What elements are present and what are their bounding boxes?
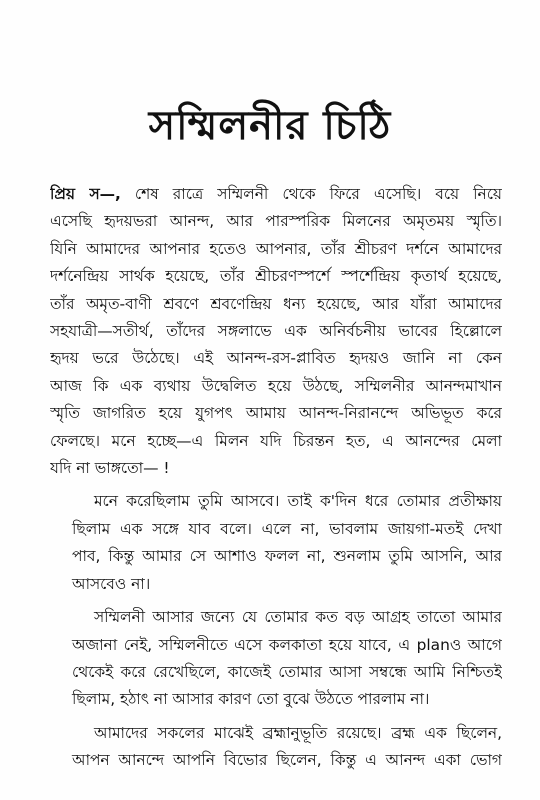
text-line: অজানা নেই, সম্মিলনীতে এসে কলকাতা হয়ে যাবে, এ planও আগে [72, 635, 502, 654]
paragraph-3 [50, 604, 502, 714]
text-line: আপন আনন্দে আপনি বিভোর ছিলেন, কিন্তু এ আনন্দ একা ভোগ [72, 751, 502, 770]
text-line: আমাদের সকলের মাঝেই ব্রহ্মানুভূতি রয়েছে। ব্রহ্ম এক ছিলেন, [94, 723, 502, 742]
text-line: থেকেই করে রেখেছিলে, কাজেই তোমার আসা সম্বন্ধে আমি নিশ্চিতই [72, 662, 502, 681]
page-title: সম্মিলনীর চিঠি [148, 103, 392, 149]
paragraph-1 [50, 181, 502, 482]
text-line: প্রিয় স—, শেষ রাত্রে সম্মিলনী থেকে ফিরে এসেছি। বয়ে নিয়ে [50, 185, 502, 203]
text-line: ছিলাম, হঠাৎ না আসার কারণ তো বুঝে উঠতে পারলাম না। [72, 690, 430, 709]
letter-body [50, 181, 502, 775]
paragraph-4 [50, 720, 502, 775]
text-line: হৃদয় ভরে উঠেছে। এই আনন্দ-রস-প্লাবিত হৃদয়ও জানি না কেন [50, 349, 502, 368]
text-line: যিনি আমাদের আপনার হতেও আপনার, তাঁর শ্রীচরণ দর্শনে আমাদের [50, 239, 502, 258]
text-line: দর্শনেন্দ্রিয় সার্থক হয়েছে, তাঁর শ্রীচরণস্পর্শে স্পর্শেন্দ্রিয় কৃতার্থ হয়েছে, [50, 267, 502, 286]
text-line: ফেলছে। মনে হচ্ছে—এ মিলন যদি চিরন্তন হত, এ আনন্দের মেলা [50, 431, 502, 450]
text-line: আসবেও না। [72, 574, 151, 593]
text-line: আজ কি এক ব্যথায় উদ্বেলিত হয়ে উঠছে, সম্মিলনীর আনন্দমাখান [50, 376, 502, 395]
text-line: সম্মিলনী আসার জন্যে যে তোমার কত বড় আগ্রহ তাতো আমার [94, 608, 502, 627]
text-line: এসেছি হৃদয়ভরা আনন্দ, আর পারস্পরিক মিলনের অমৃতময় স্মৃতি। [50, 212, 502, 231]
text-line: তাঁর অমৃত-বাণী শ্রবণে শ্রবণেন্দ্রিয় ধন্য হয়েছে, আর যাঁরা আমাদের [50, 294, 502, 313]
salutation: প্রিয় স—, [50, 185, 121, 203]
text-line: ছিলাম এক সঙ্গে যাব বলে। এলে না, ভাবলাম জায়গা-মতই দেখা [72, 519, 502, 538]
text-line: পাব, কিন্তু আমার সে আশাও ফলল না, শুনলাম তুমি আসনি, আর [72, 547, 502, 566]
text-line: যদি না ভাঙ্গতো— ! [50, 459, 170, 478]
text-line: স্মৃতি জাগরিত হয়ে যুগপৎ আমায় আনন্দ-নিরানন্দে অভিভূত করে [50, 404, 502, 423]
text-line: মনে করেছিলাম তুমি আসবে। তাই ক'দিন ধরে তোমার প্রতীক্ষায় [94, 492, 502, 511]
text-line: সহযাত্রী—সতীর্থ, তাঁদের সঙ্গলাভে এক অনির্বচনীয় ভাবের হিল্লোলে [50, 322, 502, 341]
paragraph-2 [50, 488, 502, 598]
